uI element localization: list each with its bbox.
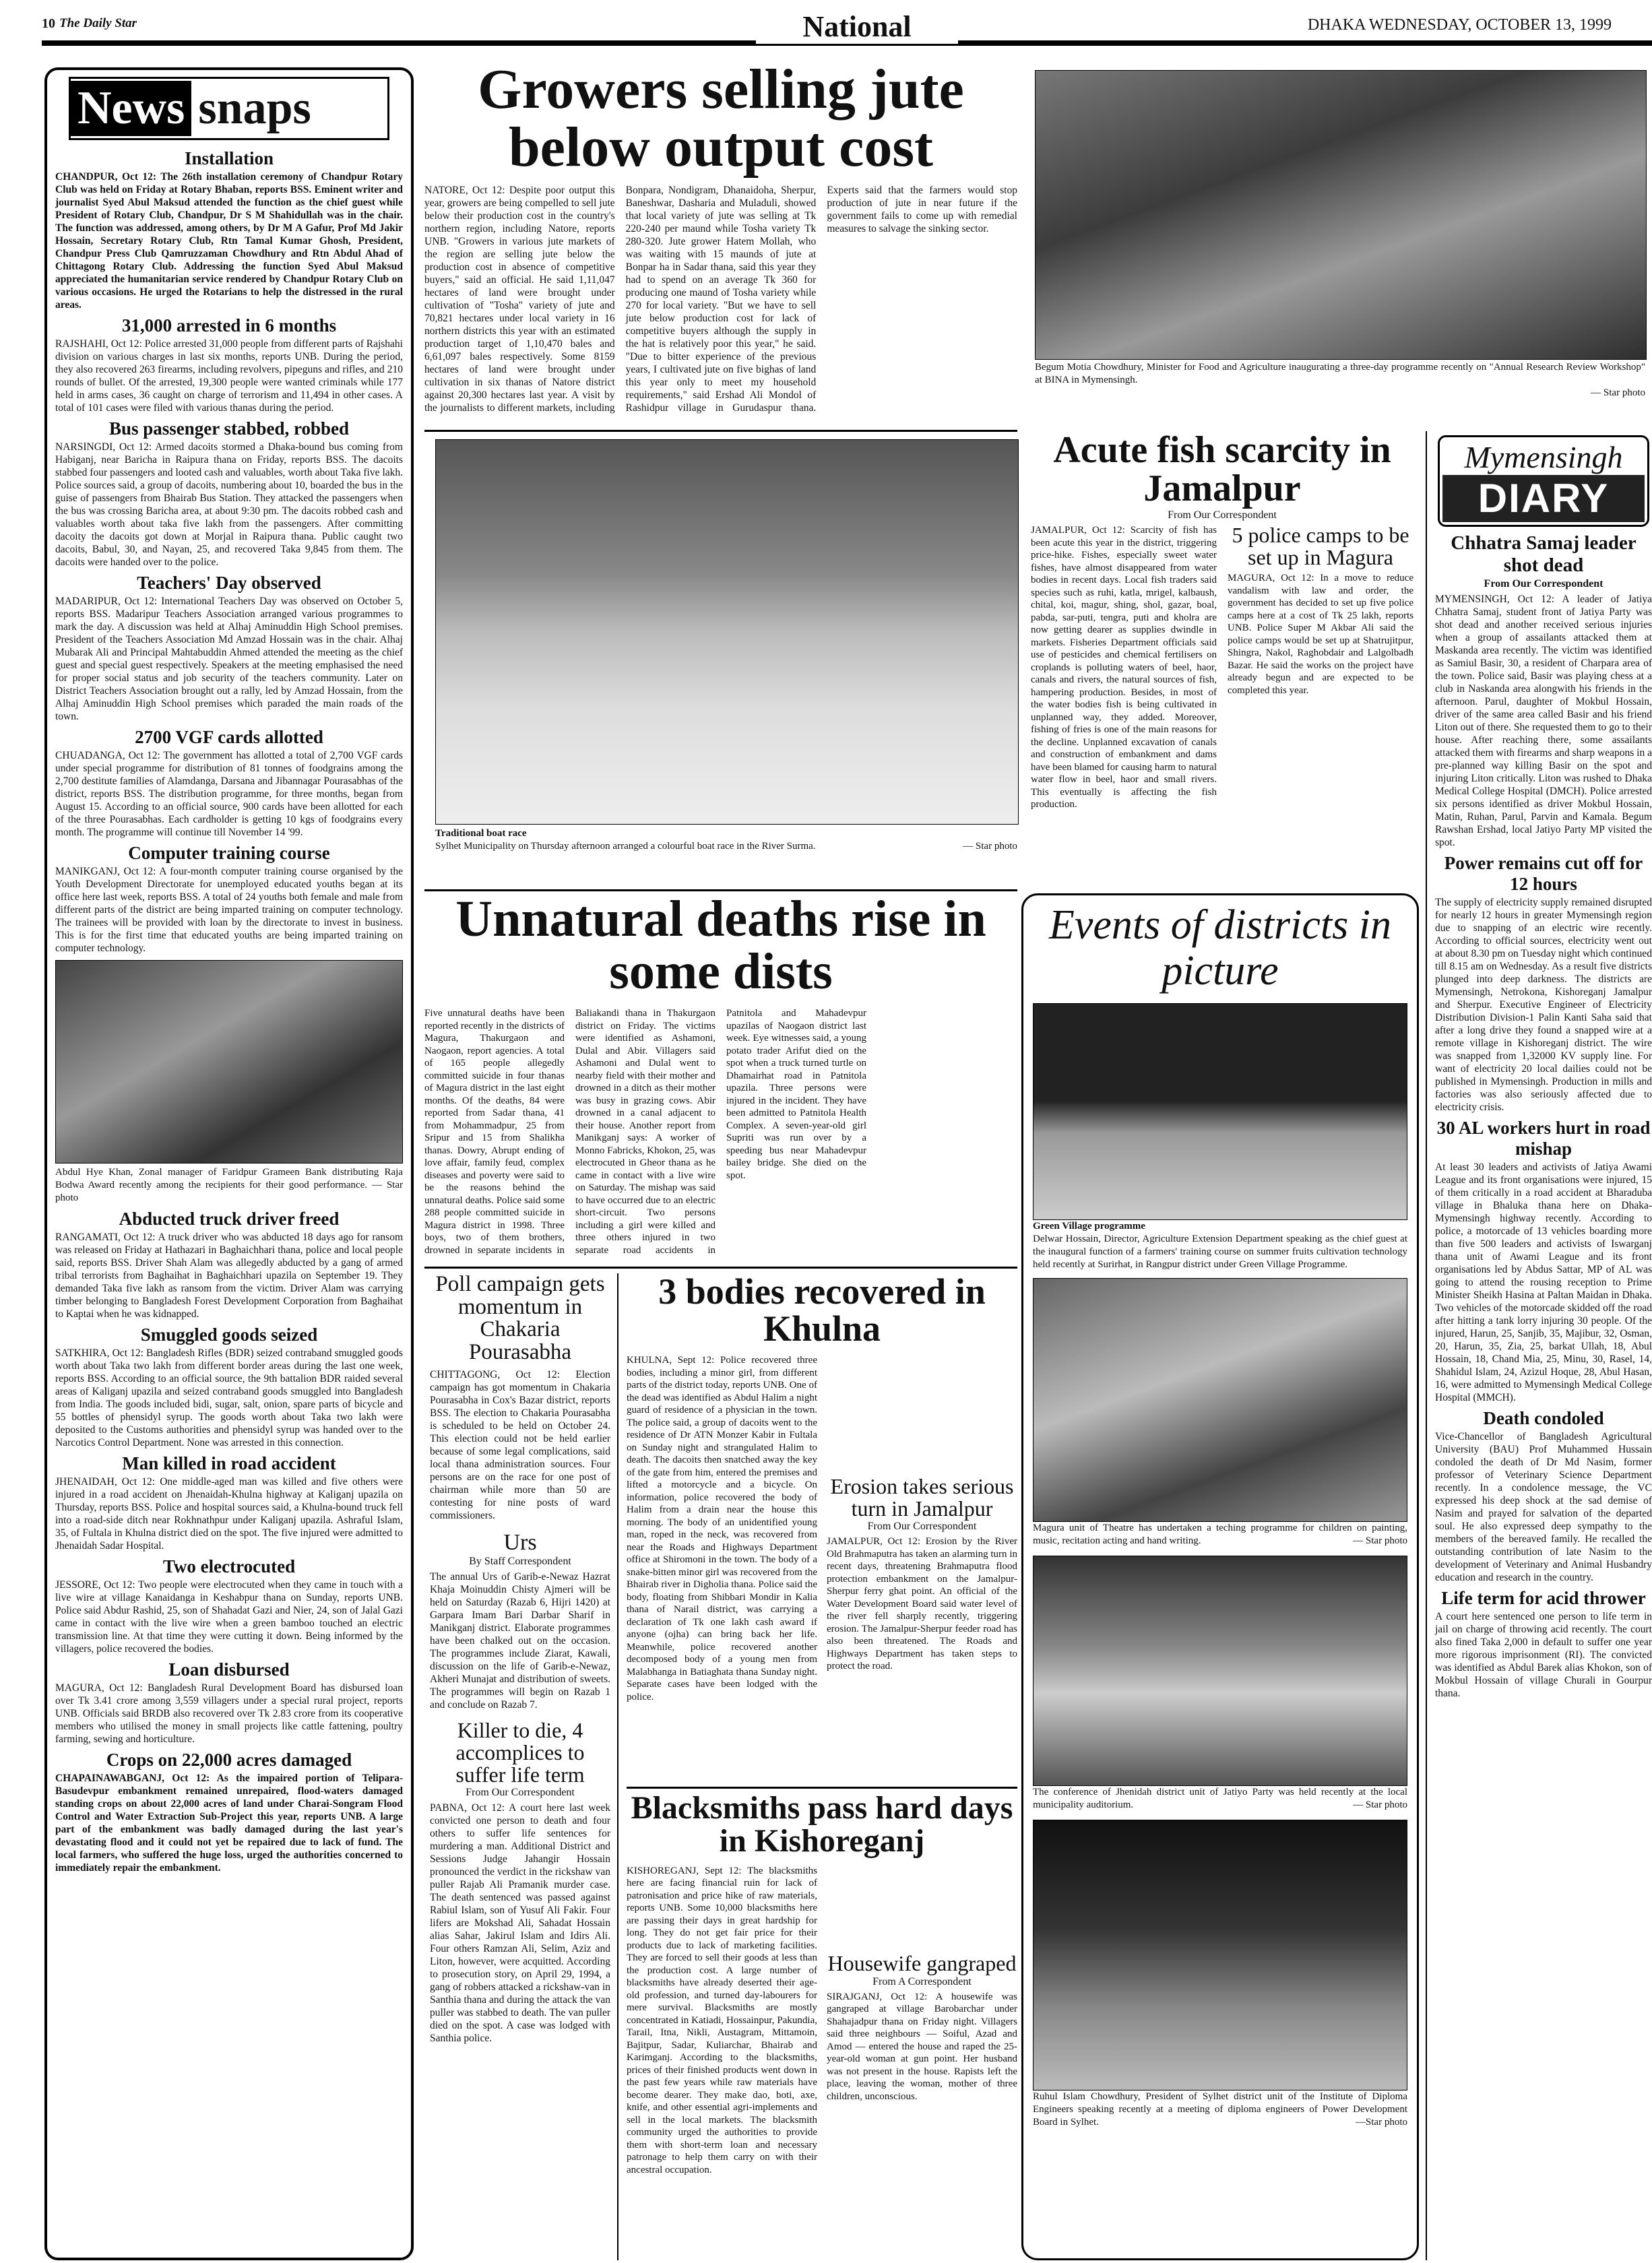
fish-story xyxy=(1031,431,1413,889)
diary-item xyxy=(1435,1588,1652,1700)
divider xyxy=(424,1267,1017,1269)
snap-headline: 31,000 arrested in 6 months xyxy=(121,315,337,336)
snap-headline: Loan disbursed xyxy=(168,1659,290,1680)
urs-byline: By Staff Correspondent xyxy=(469,1556,571,1568)
snap-item xyxy=(55,1556,403,1655)
killer-headline: Killer to die, 4 accomplices to suffer life term xyxy=(455,1718,585,1787)
deaths-headline: Unnatural deaths rise in some dists xyxy=(455,893,986,1000)
snap-headline: Man killed in road accident xyxy=(122,1453,336,1473)
newssnaps-box xyxy=(44,67,414,2260)
diary-item xyxy=(1435,1118,1652,1404)
boat-race-caption xyxy=(435,827,1017,881)
khulna-headline: 3 bodies recovered in Khulna xyxy=(658,1273,986,1349)
events-caption-text: The conference of Jhenidah district unit of Jatiyo Party was held recently at the local municipality auditorium. xyxy=(1033,1787,1407,1811)
events-photo-label: Green Village programme xyxy=(1033,1221,1145,1232)
fish-body: JAMALPUR, Oct 12: Scarcity of fish has been acute this year in the district, triggering price-hike. Fishes, especially sweet water fishes, have almost disappeared from water bodies in recent days. Local fish traders said species such as ruhi, katla, mrigel, kalbaush, chital, koi, magur, shing, shol, gazar, boal, pabda, sar-puti, tengra, puti and kholra are now getting dearer as supplies dwindle in markets. Fisheries Department officials said use of pesticides and chemical fertilisers on croplands is polluting waters of beel, haor, canals and rivers, the natural sources of fish, hampering production. Besides, in most of the water bodies fish is being cultivated in unplanned way, they added. Moreover, fishing of fries is one of the main reasons for the decline. Unplanned excavation of canals and construction of embankment and dams have been blamed for causing harm to natural water flow in beel, haor and small rivers. This eventually is affecting the fish production. xyxy=(1031,525,1217,810)
fish-headline: Acute fish scarcity in Jamalpur xyxy=(1053,431,1391,510)
page-number: 10 xyxy=(42,16,55,31)
diary-logo-top: Mymensingh xyxy=(1464,440,1623,474)
section-title: National xyxy=(756,9,958,44)
diary-item xyxy=(1435,1408,1652,1584)
killer-body: PABNA, Oct 12: A court here last week convicted one person to death and four others to suffer life sentences for murdering a man. Additional District and Sessions Judge Jahangir Hossain pronounced the verdict in the rickshaw van puller Rajab Ali Pramanik murder case. The death sentenced was passed against Rabiul Islam, son of Yusuf Ali Fakir. Four lifers are Mokshad Ali, Sahadat Hossain alias Sahar, Jakirul Islam and Idirs Ali. Four others Ramzan Ali, Selim, Aziz and Liton, however, were acquitted. According to prosecution story, on April 29, 1994, a gang of robbers attacked a rickshaw-van in Santhia thana and during the attack the van puller was stabbed to death. The van puller died on the spot. A case was lodged with Santhia police. xyxy=(430,1802,610,2045)
snap-photo xyxy=(55,960,403,1164)
poll-body: CHITTAGONG, Oct 12: Election campaign has got momentum in Chakaria Pourasabha in Cox's Bazar district, reports BSS. The election to Chakaria Pourasabha is scheduled to be held on October 24. This election could not be held earlier because of some legal complications, said local thana administration sources. Four persons are on the race for one post of chairman while more than 50 are contesting for nine posts of ward commissioners. xyxy=(430,1368,610,1521)
snap-body: CHANDPUR, Oct 12: The 26th installation ceremony of Chandpur Rotary Club was held on Friday at Rotary Bhaban, reports BSS. Eminent writer and journalist Syed Abul Maksud attended the function as the chief guest while President of Rotary Club, Chandpur, Dr S M Shahidullah was in the chair. The function was addressed, among others, by Dr M A Gafur, Prof Md Jakir Hossain, Secretary Rotary Club, Rtn Tamal Kumar Ghosh, President, Chandpur Press Club Qamruzzaman Chowdhury and Rtn Abdul Ahad of Chittagong Rotary Club. Addressing the function Syed Abul Maksud appreciated the humanitarian service rendered by Chandpur Rotary Club on various occasions. He urged the Rotarians to help the distressed in the rural areas. xyxy=(55,171,403,311)
events-photo xyxy=(1033,1556,1407,1786)
events-caption xyxy=(1033,1522,1407,1548)
snap-body: CHUADANGA, Oct 12: The government has allotted a total of 2,700 VGF cards under special programme for distribution of 81 tonnes of foodgrains among the 2,700 destitute families of Alamdanga, Darsana and Jibannagar Pourasabhas of the district, reports BSS. The distribution programme, for three months, began from August 15. According to an official source, 900 cards have been allotted for each of the three Pourasabhas. Each cardholder is getting 10 kgs of foodgrains every month. The programme will continue till November 14 '99. xyxy=(55,750,403,838)
diary-byline: From Our Correspondent xyxy=(1484,578,1603,589)
boat-race-photo xyxy=(435,439,1019,825)
workshop-credit: — Star photo xyxy=(1591,387,1645,398)
snap-item xyxy=(55,1750,403,1874)
snap-body: MADARIPUR, Oct 12: International Teachers Day was observed on October 5, reports BSS. Madaripur Teachers Association arranged various programmes to mark the day. A discussion was held at Alhaj Aminuddin High School premises. President of the Teachers Association Md Amzad Hossain was in the chair. Alhaj Mubarak Ali and Principal Mahtabuddin Ahmed attended the meeting as the chief guest and special guest respectively. Speakers at the meeting emphasised the need for proper social status and job security of the teachers community. Later on District Teachers Association brought out a rally, led by Amzad Hossain, from the Alhaj Aminuddin High School premises which paraded the main roads of the town. xyxy=(55,596,403,722)
urs-body: The annual Urs of Garib-e-Newaz Hazrat Khaja Moinuddin Chisty Ajmeri will be held on Saturday (Razab 6, Hijri 1420) at Garpara Imam Bari Darbar Sharif in Manikganj district. Elaborate programmes have been chalked out on the occasion. The programmes include Ziarat, Kawali, discussion on the life of Garib-e-Newaz, Akheri Munajat and distribution of sweets. The programmes will begin on Razab 1 and conclude on Razab 7. xyxy=(430,1571,610,1711)
diary-body: Vice-Chancellor of Bangladesh Agricultural University (BAU) Prof Muhammed Hussain condoled the death of Dr Md Nasim, former professor of Veterinary Science Department recently. In a condolence message, the VC expressed his deep shock at the sad demise of Nasim and prayed for salvation of the departed soul. He also expressed deep sympathy to the members of the bereaved family. He recalled the outstanding contribution of late Nasim to the development of Veterinary and Animal Husbandry education and research in the country. xyxy=(1435,1431,1652,1583)
snap-photo-credit: — Star photo xyxy=(55,1180,403,1203)
poll-headline: Poll campaign gets momentum in Chakaria Pourasabha xyxy=(435,1273,605,1364)
snap-item xyxy=(55,573,403,723)
snap-headline: Teachers' Day observed xyxy=(137,573,321,593)
snap-body: CHAPAINAWABGANJ, Oct 12: As the impaired portion of Telipara-Basudevpur embankment remained unrepaired, flood-waters damaged standing crops on about 22,000 acres of land under Charai-Songram Flood Control and Water Extraction Sub-Project this year, reports UNB. A large part of the embankment was badly damaged during the last year's devastating flood and it could not yet be repaired due to lack of fund. The local farmers, who suffered the huge loss, urged the authorities concerned to immediately repair the embankment. xyxy=(55,1773,403,1874)
events-title: Events of districts in picture xyxy=(1048,902,1392,994)
diary-headline: 30 AL workers hurt in road mishap xyxy=(1436,1118,1651,1159)
divider xyxy=(424,430,1017,432)
diary-headline: Life term for acid thrower xyxy=(1441,1588,1646,1608)
snap-item xyxy=(55,418,403,569)
snap-headline: Two electrocuted xyxy=(162,1556,296,1576)
snap-photo-caption-text: Abdul Hye Khan, Zonal manager of Faridpur Grameen Bank distributing Raja Bodwa Award recently among the recipients for their good performance. xyxy=(55,1167,403,1190)
blacksmiths-body: KISHOREGANJ, Sept 12: The blacksmiths here are facing financial ruin for lack of patronisation and price hike of raw materials, reports UNB. Some 10,000 blacksmiths here are passing their days in great hardship for long. They do not get fair price for their products due to lack of marketing facilities. They are forced to sell their goods at less than the production cost. A large number of blacksmiths have already deserted their age-old profession, and turned day-labourers for mere survival. Blacksmiths are mostly concentrated in Katiadi, Hossainpur, Pakundia, Tarail, Itna, Nikli, Austagram, Mittamoin, Bajitpur, Sadar, Kuliarchar, Bhairab and Karimganj. According to the blacksmiths, prices of their finished products went down in the past few years while raw materials have become dearer. They make dao, boti, axe, knife, and other essential agri-implements and sell in the local markets. The blacksmith community urged the authorities to provide them with short-term loan and necessary patronage to help them carry on with their ancestral occupation. xyxy=(627,1865,817,2175)
snap-body: RAJSHAHI, Oct 12: Police arrested 31,000 people from different parts of Rajshahi division on various charges in last six months, reports UNB. During the period, they also recovered 263 firearms, including revolvers, pipeguns and rifles, and 210 rounds of bullet. Of the arrested, 19,300 people were wanted criminals while 177 held in arms cases, 36 caught on charge of terrorism and 11,494 in other cases. A total of 101 cases were filed with various thanas during the period. xyxy=(55,338,403,414)
erosion-byline: From Our Correspondent xyxy=(867,1521,977,1533)
events-caption-text: Magura unit of Theatre has undertaken a teching programme for children on painting, music, recitation acting and hand writing. xyxy=(1033,1523,1407,1547)
snap-item xyxy=(55,843,403,955)
snap-body: JESSORE, Oct 12: Two people were electrocuted when they came in touch with a live wire at village Kanaidanga in Keshabpur thana on Sunday, reports UNB. Police said Abdur Rashid, 25, son of Shahadat Gazi and Nier, 24, son of Jalal Gazi came in contact with the live wire when a green bamboo touched an electric transmission line. At that time they were cutting it down. Being informed by the villagers, police recovered the bodies. xyxy=(55,1579,403,1655)
erosion-headline: Erosion takes serious turn in Jamalpur xyxy=(830,1474,1014,1521)
events-photo xyxy=(1033,1820,1407,2091)
snap-body: MANIKGANJ, Oct 12: A four-month computer training course organised by the Youth Development Directorate for unemployed educated youths began at its office here last week, reports BSS. A total of 24 youths both female and male from different parts of the district are being imparted training on computer technology. The trainees will be provided with loan by the directorate to invest in business. This is for the first time that educated youths are being imparted training on computer technology. xyxy=(55,866,403,954)
snap-body: RANGAMATI, Oct 12: A truck driver who was abducted 18 days ago for ransom was released on Friday at Hathazari in Baghaichhari thana, police and local people said, reports BSS. Driver Shah Alam was allegedly abducted by a gang of armed tribal terrorists from Baghaihat in Baghaichhari upazila on September 19. They demanded Taka five lakh as ransom from the victim. Driver Alam was carrying timber belonging to Bangladesh Forest Development Corporation from Baghaihat to Kaptai when he was kidnapped. xyxy=(55,1232,403,1320)
snap-headline: Abducted truck driver freed xyxy=(119,1209,340,1229)
diary-item xyxy=(1435,853,1652,1114)
snap-headline: Crops on 22,000 acres damaged xyxy=(106,1750,352,1770)
snap-headline: 2700 VGF cards allotted xyxy=(135,727,323,747)
events-credit: —Star photo xyxy=(1355,2117,1407,2128)
paper-name: The Daily Star xyxy=(59,16,137,30)
diary-body: At least 30 leaders and activists of Jatiya Awami League and its front organisations were injured, 15 of them critically in a road accident at Bharaduba village in Bhaluka thana here on Dhaka-Mymensingh highway recently. According to police, a motorcade of 13 vehicles boarding more than five 500 leaders and activists of Iswarganj thana unit of Awami League and its front organisations led by Abdus Sattar, MP of AL was going to attend the rousing reception to Prime Minister Sheikh Hasina at Paltan Maidan in Dhaka. Two vehicles of the motorcade skidded off the road after hitting a tank lorry injuring 30 people. Of the injured, Harun, 25, Sanjib, 35, Majibur, 32, Osman, 20, Harun, 35, Zia, 25, barkat Ullah, 18, Abul Hossain, 18, Chand Mia, 25, Minu, 30, Rasel, 14, Shahidul Islam, 24, Azizul Hoque, 28, Abul Hasan, 16, were admitted to Mymensingh Medical College Hospital (MMCH). xyxy=(1435,1161,1652,1403)
diary-headline: Power remains cut off for 12 hours xyxy=(1444,853,1643,894)
snap-item xyxy=(55,1209,403,1320)
snap-item xyxy=(55,1453,403,1552)
diary-body: MYMENSINGH, Oct 12: A leader of Jatiya Chhatra Samaj, student front of Jatiya Party was shot dead and another received serious injuries when a group of assailants attacked them at Maskanda area recently. The victim was identified as Samiul Basir, 30, a resident of Charpara area of the town. Police said, Basir was playing chess at a club in Naskanda area alongwith his friends in the afternoon. Parul, daughter of Mokbul Hossain, driver of the same area called Basir and his friend Liton out of there. She requested them to go to their house. After reaching there, some assailants attacked them with firearms and sharp weapons in a pre-planned way killing Basir on the spot and injuring Liton critically. Liton was rushed to Dhaka Medical College Hospital (DMCH). Police arrested six persons identified as driver Mokbul Hossain, Matin, Ruhan, Parul, Parvin and Kamala. Begum Rawshan Ershad, local Jatiyo Party MP visited the spot. xyxy=(1435,594,1652,848)
deaths-body: Five unnatural deaths have been reported recently in the districts of Magura, Thakurgaon and Naogaon, report agencies. A total of 165 people allegedly committed suicide in four thanas of Magura district in the last eight months. Of the deaths, 84 were reported from Sadar thana, 41 from Mohammadpur, 25 from Sripur and 15 from Shalikha thanas. Dowry, Abrupt ending of love affair, family feud, complex diseases and poverty were said to be the reasons behind the unnatural deaths. Police said some 288 people committed suicide in Magura district in 1998. Three boys, two of them brothers, drowned in separate incidents in Baliakandi thana in Thakurgaon district on Friday. The victims were identified as Ashamoni, Dulal and Abir. Villagers said Ashamoni and Dulal went to nearby field with their mother and drowned in a ditch as their mother was busy in grazing cows. Abir drowned in a canal adjacent to their house. Another report from Manikganj says: A worker of Monno Fabricks, Khokon, 25, was electrocuted in Gheor thana as he came in contact with a live wire on Saturday. The mishap was said to have occurred due to an electric short-circuit. Two persons including a girl were killed and three others injured in two separate road accidents in Patnitola and Mahadevpur upazilas of Naogaon district last week. Eye witnesses said, a young potato trader Arifut died on the spot when a truck turned turtle on Dhamairhat road in Patnitola upazila. Three persons were injured in the incident. They have been admitted to Patnitola Health Complex. A seven-year-old girl Supriti was run over by a speeding bus near Mahadevpur bailey bridge. She died on the spot. xyxy=(424,1008,866,1256)
jute-headline: Growers selling jute below output cost xyxy=(478,61,964,179)
snap-headline: Bus passenger stabbed, robbed xyxy=(108,418,350,439)
killer-byline: From Our Correspondent xyxy=(466,1787,575,1799)
divider xyxy=(424,889,1017,891)
snap-body: NARSINGDI, Oct 12: Armed dacoits stormed a Dhaka-bound bus coming from Habiganj, near Baricha in Raipura thana on Friday, reports BSS. The dacoits stabbed four passengers and looted cash and valuables, worth about Taka five lakh. Police sources said, a group of dacoits, numbering about 10, boarded the bus in the guise of passengers from Bhairab Bus Station. They attacked the passengers when the bus was crossing Baricha area, at about 9:30 pm. The dacoits robbed cash and valuables worth about taka five lakh from the passengers. After committing dacoity the dacoits got down at Morjal in Raipura thana. Public caught two dacoits, Babul, 30, and Nayan, 25, and recovered Taka 9,845 from them. The dacoits were handed over to the police. xyxy=(55,441,403,568)
khulna-body: KHULNA, Sept 12: Police recovered three bodies, including a minor girl, from different parts of the district today, reports UNB. One of the dead was identified as Abdul Halim a night guard of residence of a physician in the town. The police said, a group of dacoits went to the residence of Dr ATN Monzer Kabir in Fultala on Sunday night and strangulated Halim to death. The dacoits then snatched away the key of the gate from him, entered the premises and lifted a motorcycle and a bicycle. On information, police recovered the body of Halim from a drain near the house this morning. The body of an unidentified young man, roped in the neck, was recovered from near the Roads and Highways Department office at Shiromoni in the town. The body of a snake-bitten minor girl was recovered from the Bhairab river in Digholia thana. Police said the body, floating from Shibbari Mondir in Kalia thana of Narail district, was carrying a declaration of Tk one lakh cash award if anyone (ojha) can bring back her life. Meanwhile, police recovered another decomposed body of a young men from Malabhanga in Batiaghata thana Sunday night. Separate cases have been lodged with the police. xyxy=(627,1355,817,1702)
snap-headline: Installation xyxy=(184,148,274,168)
diary-headline: Death condoled xyxy=(1483,1408,1604,1428)
snap-body: MAGURA, Oct 12: Bangladesh Rural Development Board has disbursed loan over Tk 3.41 crore among 3,559 villagers under a special rural project, reports UNB. Officials said BRDB also recovered over Tk 2.83 crore from its cooperative members who utilised the money in small projects like cattle fattening, poultry farming, sewing and horticulture. xyxy=(55,1682,403,1745)
khulna-story xyxy=(627,1273,1017,1785)
newssnaps-logo-left: News xyxy=(71,81,191,136)
snap-item xyxy=(55,727,403,839)
police-headline: 5 police camps to be set up in Magura xyxy=(1232,523,1409,569)
snap-body: SATKHIRA, Oct 12: Bangladesh Rifles (BDR) seized contraband smuggled goods worth about Taka two lakh from different border areas during the last one week, reports BSS. According to an official source, the 9th battalion BDR raided several areas of Kaliganj upazila and seized contraband goods smuggled into Bangladesh from India. The goods included bidi, sugar, salt, onion, spare parts of bicycle and 55 bottles of phensidyl syrup. The goods worth about Taka two lakh were deposited to the Customs authorities and phensidyl syrup was handed over to the Narcotics Control Department. None was arrested in this connection. xyxy=(55,1347,403,1448)
snap-headline: Computer training course xyxy=(128,843,330,863)
diary-box xyxy=(1426,431,1652,2260)
events-caption xyxy=(1033,1220,1407,1271)
housewife-body: SIRAJGANJ, Oct 12: A housewife was gangraped at village Barobarchar under Shahajadpur thana on Friday night. Villagers said three neighbours — Soiful, Azad and Amod — entered the house and raped the 25-year-old woman at gun point. Her husband was not present in the house. Rapists left the place, leaving the woman, mother of three children, unconscious. xyxy=(827,1991,1017,2102)
newssnaps-logo xyxy=(69,77,389,140)
boat-race-credit: — Star photo xyxy=(963,841,1017,852)
events-credit: — Star photo xyxy=(1353,1799,1407,1811)
erosion-body: JAMALPUR, Oct 12: Erosion by the River Old Brahmaputra has taken an alarming turn in recent days, threatening Brahmaputra flood protection embankment on the Jamalpur-Sherpur ferry ghat point. An official of the Water Development Board said water level of the river fell sharply recently, triggering erosion. The Jamalpur-Sherpur feeder road has also been threatened. The Roads and Highways Department has taken steps to protect the road. xyxy=(827,1536,1017,1672)
workshop-caption xyxy=(1035,361,1645,415)
events-caption xyxy=(1033,2091,1407,2129)
events-box xyxy=(1021,893,1419,2260)
workshop-photo xyxy=(1035,70,1647,360)
events-caption xyxy=(1033,1786,1407,1812)
diary-body: A court here sentenced one person to life term in jail on charge of throwing acid recently. The court also fined Taka 2,000 in default to suffer one year more rigorous imprisonment (RI). The convicted was identified as Abdul Barek alias Khokon, son of Mokbul Hossain of village Churali in Gourpur thana. xyxy=(1435,1611,1652,1699)
events-photo xyxy=(1033,1003,1407,1220)
snap-item xyxy=(55,1659,403,1746)
dateline: DHAKA WEDNESDAY, OCTOBER 13, 1999 xyxy=(1307,16,1612,34)
diary-body: The supply of electricity supply remained disrupted for nearly 12 hours in greater Mymensingh region due to snapping of an electric wire recently. According to official sources, electricity went out at about 8.30 pm on Tuesday night which continued till 8.15 am on Wednesday. As a result five districts plunged into deep darkness. The districts are Mymensingh, Netrokona, Kishoreganj Jamalpur and Sherpur. Executive Engineer of Electricity Distribution Division-1 Palin Kanti Saha said that after a long drive they found a snapped wire at a remote village in Kishoreganj district. The wire was snapped from 1,32000 KV supply line. For want of electricity 20 local dailies could not be published in Mymensingh. Production in mills and factories was also seriously affected due to electricity crisis. xyxy=(1435,897,1652,1113)
snap-item xyxy=(55,1325,403,1449)
fish-byline: From Our Correspondent xyxy=(1168,509,1277,521)
blacksmiths-story xyxy=(627,1792,1017,2260)
masthead xyxy=(42,9,1652,57)
events-credit: — Star photo xyxy=(1353,1535,1407,1547)
events-caption-text: Delwar Hossain, Director, Agriculture Extension Department speaking as the chief guest at the inaugural function of a farmers' training course on summer fruits cultivation technology held recently at Surirhat, in Rangpur district under Green Village Programme. xyxy=(1033,1234,1407,1271)
divider xyxy=(627,1787,1017,1789)
diary-item xyxy=(1435,532,1652,849)
housewife-headline: Housewife gangraped xyxy=(827,1950,1017,1975)
jute-body: NATORE, Oct 12: Despite poor output this year, growers are being compelled to sell jute below their production cost in the country's northern region, including Natore, reports UNB. "Growers in various jute markets of the region are selling jute below the production cost in absence of competitive buyers," said an official. He said 1,11,047 hectares of land were brought under cultivation of "Tosha" variety of jute and 70,821 hectares under local variety in 16 northern districts this year with an estimated production target of 1,10,470 bales and 6,61,097 bales respectively. Some 8159 hectares of land were brought under cultivation in six thanas of Natore district against 20,300 hectares last year. A visit by the journalists to different markets, including Bonpara, Nondigram, Dhanaidoha, Sherpur, Baneshwar, Dasharia and Muladuli, showed that local variety of jute was selling at Tk 220-240 per maund while Tosha variety Tk 280-320. Jute grower Hatem Mollah, who was waiting with 15 maunds of jute at Bonpar ha in Sadar thana, said this year they had to spend on an average Tk 360 for producing one maund of Tosha variety while 270 for local variety. "But we have to sell jute below production cost for lack of competitive buyers although the supply in the hat is relatively poor this year," he said. "Due to bitter experience of the previous years, I cultivated jute on five bighas of land this year only to meet my household requirements," said Ershad Ali Mondol of Rashidpur village in Gurudaspur thana. Experts said that the farmers would stop production of jute in near future if the government fails to come up with remedial measures to salvage the sinking sector. xyxy=(424,185,1017,414)
jute-story xyxy=(424,61,1017,438)
boat-race-caption-text: Sylhet Municipality on Thursday afternoon arranged a colourful boat race in the River Surma. xyxy=(435,841,816,852)
blacksmiths-headline: Blacksmiths pass hard days in Kishoreganj xyxy=(631,1792,1013,1859)
snap-photo-caption xyxy=(55,1166,403,1205)
events-photo xyxy=(1033,1278,1407,1522)
snap-body: JHENAIDAH, Oct 12: One middle-aged man was killed and five others were injured in a road accident on Jhenaidah-Khulna highway at Kaliganj upazila on Thursday, reports BSS. Police and hospital sources said, a Khulna-bound truck fell into a road-side ditch near Rokhnathpur under Kaliganj upazila. Ashraful Islam, 35, of Fultala in Khulna district died on the spot. The five injured were admitted to Jhenaidah Sadar Hospital. xyxy=(55,1476,403,1552)
urs-headline: Urs xyxy=(503,1529,537,1555)
left-sub-column xyxy=(430,1273,618,2260)
snap-item xyxy=(55,315,403,414)
diary-logo-bottom: DIARY xyxy=(1442,475,1645,522)
diary-headline: Chhatra Samaj leader shot dead xyxy=(1451,532,1637,576)
housewife-byline: From A Correspondent xyxy=(872,1975,972,1987)
snap-item xyxy=(55,148,403,311)
police-body: MAGURA, Oct 12: In a move to reduce vandalism with law and order, the government has decided to set up five police camps here at a cost of Tk 25 lakh, reports UNB. Police Super M Akbar Ali said the police camps would be set up at Shatrujitpur, Shingra, Nakol, Raghobdair and Lalgolbadh Bazar. He said the works on the project have already begun and are expected to be completed this year. xyxy=(1228,573,1413,696)
deaths-story xyxy=(424,893,1017,1271)
newssnaps-logo-right: snaps xyxy=(198,82,311,134)
events-caption-text: Ruhul Islam Chowdhury, President of Sylhet district unit of the Institute of Diploma Engineers speaking recently at a meeting of diploma engineers of Power Development Board in Sylhet. xyxy=(1033,2091,1407,2128)
snap-headline: Smuggled goods seized xyxy=(140,1325,318,1345)
workshop-caption-text: Begum Motia Chowdhury, Minister for Food and Agriculture inaugurating a three-day programme recently on "Annual Research Review Workshop" at BINA in Mymensingh. xyxy=(1035,362,1645,385)
boat-race-title: Traditional boat race xyxy=(435,828,527,839)
diary-logo xyxy=(1438,435,1649,527)
